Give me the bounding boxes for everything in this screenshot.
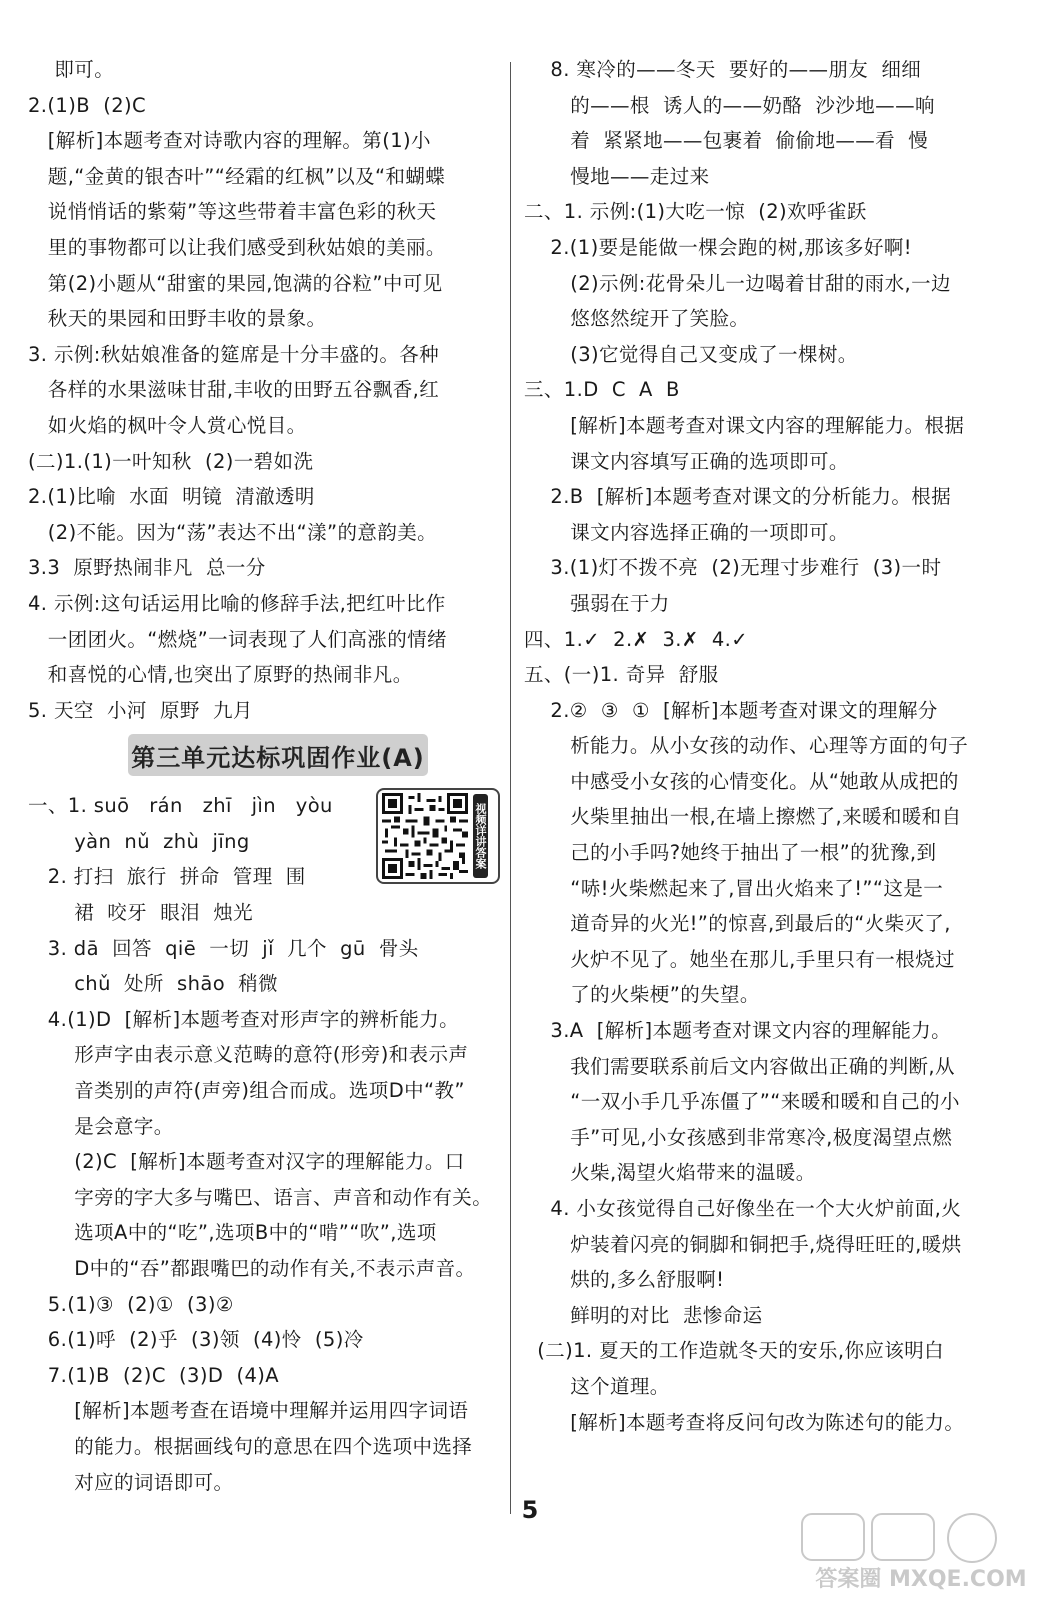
answer-line: 道奇异的火光!”的惊喜,到最后的“火柴灭了, [524,912,951,936]
answer-line: 是会意字。 [28,1114,174,1138]
answer-line: [解析]本题考查对诗歌内容的理解。第(1)小 [28,129,431,153]
answer-line: 4. 小女孩觉得自己好像坐在一个大火炉前面,火 [524,1197,962,1220]
right-column [524,52,1032,1440]
answer-line: 中感受小女孩的心情变化。从“她敢从成把的 [524,769,959,793]
answer-line: 和喜悦的心情,也突出了原野的热闹非凡。 [28,663,413,687]
answer-line: chǔ 处所 shāo 稍微 [28,972,279,996]
answer-line: 3.(1)灯不拨不亮 (2)无理寸步难行 (3)一时 [524,556,942,580]
answer-line: 二、1. 示例:(1)大吃一惊 (2)欢呼雀跃 [524,200,867,224]
answer-line: 4.(1)D [解析]本题考查对形声字的辨析能力。 [28,1007,460,1031]
watermark-logo [796,1508,1046,1594]
answer-line: 各样的水果滋味甘甜,丰收的田野五谷飘香,红 [28,378,440,402]
answer-line: 火柴,渴望火焰带来的温暖。 [524,1161,816,1185]
page-number: 5 [521,1496,539,1524]
left-answers-part-2-wrap [28,788,500,1500]
section-header [28,728,500,788]
answer-line: 课文内容选择正确的一项即可。 [524,520,849,544]
answer-line: 这个道理。 [524,1374,670,1398]
answer-line: 字旁的字大多与嘴巴、语言、声音和动作有关。 [28,1185,493,1209]
answer-line: 火炉不见了。她坐在那儿,手里只有一根烧过 [524,947,955,971]
answer-line: 一团团火。“燃烧”一词表现了人们高涨的情绪 [28,627,447,651]
answer-line: 四、1.✓ 2.✗ 3.✗ 4.✓ [524,627,748,651]
answer-line: 2.(1)要是能做一棵会跑的树,那该多好啊! [524,235,912,259]
answer-line: 5. 天空 小河 原野 九月 [28,698,253,722]
answer-line: 4. 示例:这句话运用比喻的修辞手法,把红叶比作 [28,591,446,615]
answer-line: 3. dā 回答 qiē 一切 jǐ 几个 gū 骨头 [28,936,419,960]
answer-line: (2)C [解析]本题考查对汉字的理解能力。口 [28,1150,465,1174]
answer-line: 裙 咬牙 眼泪 烛光 [28,901,254,925]
answer-line: “哧!火柴燃起来了,冒出火焰来了!”“这是一 [524,876,944,900]
answer-line: 6.(1)呼 (2)乎 (3)领 (4)怜 (5)冷 [28,1328,364,1352]
column-divider [510,62,511,1514]
answer-line: D中的“吞”都跟嘴巴的动作有关,不表示声音。 [28,1257,476,1280]
answer-line: [解析]本题考查将反问句改为陈述句的能力。 [524,1410,965,1434]
left-answers-part-1 [28,52,500,728]
answer-line: 2.B [解析]本题考查对课文的分析能力。根据 [524,485,952,509]
answer-line: [解析]本题考查在语境中理解并运用四字词语 [28,1399,469,1423]
answer-line: 里的事物都可以让我们感受到秋姑娘的美丽。 [28,235,446,259]
answer-line: 3.A [解析]本题考查对课文内容的理解能力。 [524,1019,952,1043]
answer-line: 即可。 [28,58,115,81]
answer-line: 2.(1)比喻 水面 明镜 清澈透明 [28,485,315,509]
answer-line: 如火焰的枫叶令人赏心悦目。 [28,413,307,437]
answer-line: 鲜明的对比 悲惨命运 [524,1303,763,1327]
answer-line: (2)不能。因为“荡”表达不出“漾”的意韵美。 [28,520,438,544]
answer-line: 炉装着闪亮的铜脚和铜把手,烧得旺旺的,暖烘 [524,1232,962,1256]
answer-line: [解析]本题考查对课文内容的理解能力。根据 [524,413,965,437]
answer-line: 音类别的声符(声旁)组合而成。选项D中“教” [28,1079,465,1103]
answer-line: 着 紧紧地——包裹着 偷偷地——看 慢 [524,129,929,153]
answer-line: 慢地——走过来 [524,164,710,188]
answer-line: 3.3 原野热闹非凡 总一分 [28,556,266,580]
answer-line: 5.(1)③ (2)① (3)② [28,1292,234,1316]
answer-line: 说悄悄话的紫菊”等这些带着丰富色彩的秋天 [28,200,437,224]
answer-line: 五、(一)1. 奇异 舒服 [524,663,719,687]
answer-line: 3. 示例:秋姑娘准备的筵席是十分丰盛的。各种 [28,342,440,366]
section-title: 第三单元达标巩固作业(A) [131,743,425,772]
answer-line: 8. 寒冷的——冬天 要好的——朋友 细细 [524,58,922,81]
watermark-text: 答案圈 MXQE.COM [815,1567,1027,1592]
answer-line: 2.② ③ ① [解析]本题考查对课文的理解分 [524,698,938,722]
answer-line: 的能力。根据画线句的意思在四个选项中选择 [28,1434,473,1458]
answer-line: 手”可见,小女孩感到非常寒冷,极度渴望点燃 [524,1125,953,1149]
qr-code-icon [382,793,468,879]
answer-line: 我们需要联系前后文内容做出正确的判断,从 [524,1054,955,1078]
left-answers-part-2 [28,788,500,1500]
answer-line: yàn nǔ zhù jīng [28,829,250,853]
answer-line: 秋天的果园和田野丰收的景象。 [28,307,327,331]
answer-line: 选项A中的“吃”,选项B中的“啃”“吹”,选项 [28,1221,437,1245]
answer-line: 7.(1)B (2)C (3)D (4)A [28,1363,280,1387]
answer-line: 悠悠然绽开了笑脸。 [524,307,750,331]
answer-line: 题,“金黄的银杏叶”“经霜的红枫”以及“和蝴蝶 [28,164,446,188]
answer-line: 火柴里抽出一根,在墙上擦燃了,来暖和暖和自 [524,805,962,829]
answer-line: 三、1.D C A B [524,378,680,402]
answer-line: 析能力。从小女孩的动作、心理等方面的句子 [524,734,969,758]
qr-code-label: 视频详讲答案 [473,794,488,878]
answer-line: 了的火柴梗”的失望。 [524,983,760,1007]
section-title-banner [128,734,428,776]
answer-line: 2.(1)B (2)C [28,93,147,117]
right-answers [524,52,1032,1440]
answer-line: 的——根 诱人的——奶酪 沙沙地——响 [524,93,935,117]
answer-line: (二)1.(1)一叶知秋 (2)一碧如洗 [28,449,314,473]
answer-line: 烘的,多么舒服啊! [524,1268,725,1292]
answer-line: 一、1. suō rán zhī jìn yòu [28,794,333,818]
answer-line: 课文内容填写正确的选项即可。 [524,449,849,473]
answer-line: (2)示例:花骨朵儿一边喝着甘甜的雨水,一边 [524,271,951,295]
answer-line: 第(2)小题从“甜蜜的果园,饱满的谷粒”中可见 [28,271,443,295]
answer-line: 形声字由表示意义范畴的意符(形旁)和表示声 [28,1043,469,1067]
answer-line: 对应的词语即可。 [28,1470,234,1494]
answer-line: (3)它觉得自己又变成了一棵树。 [524,342,858,366]
answer-line: “一双小手几乎冻僵了”“来暖和暖和自己的小 [524,1090,960,1114]
answer-line: (二)1. 夏天的工作造就冬天的安乐,你应该明白 [524,1339,945,1363]
answer-line: 己的小手吗?她终于抽出了一根”的犹豫,到 [524,841,937,865]
answer-line: 2. 打扫 旅行 拼命 管理 围 [28,865,306,889]
qr-code-box[interactable] [376,788,500,884]
answer-line: 强弱在于力 [524,591,670,615]
left-column [28,52,500,1500]
